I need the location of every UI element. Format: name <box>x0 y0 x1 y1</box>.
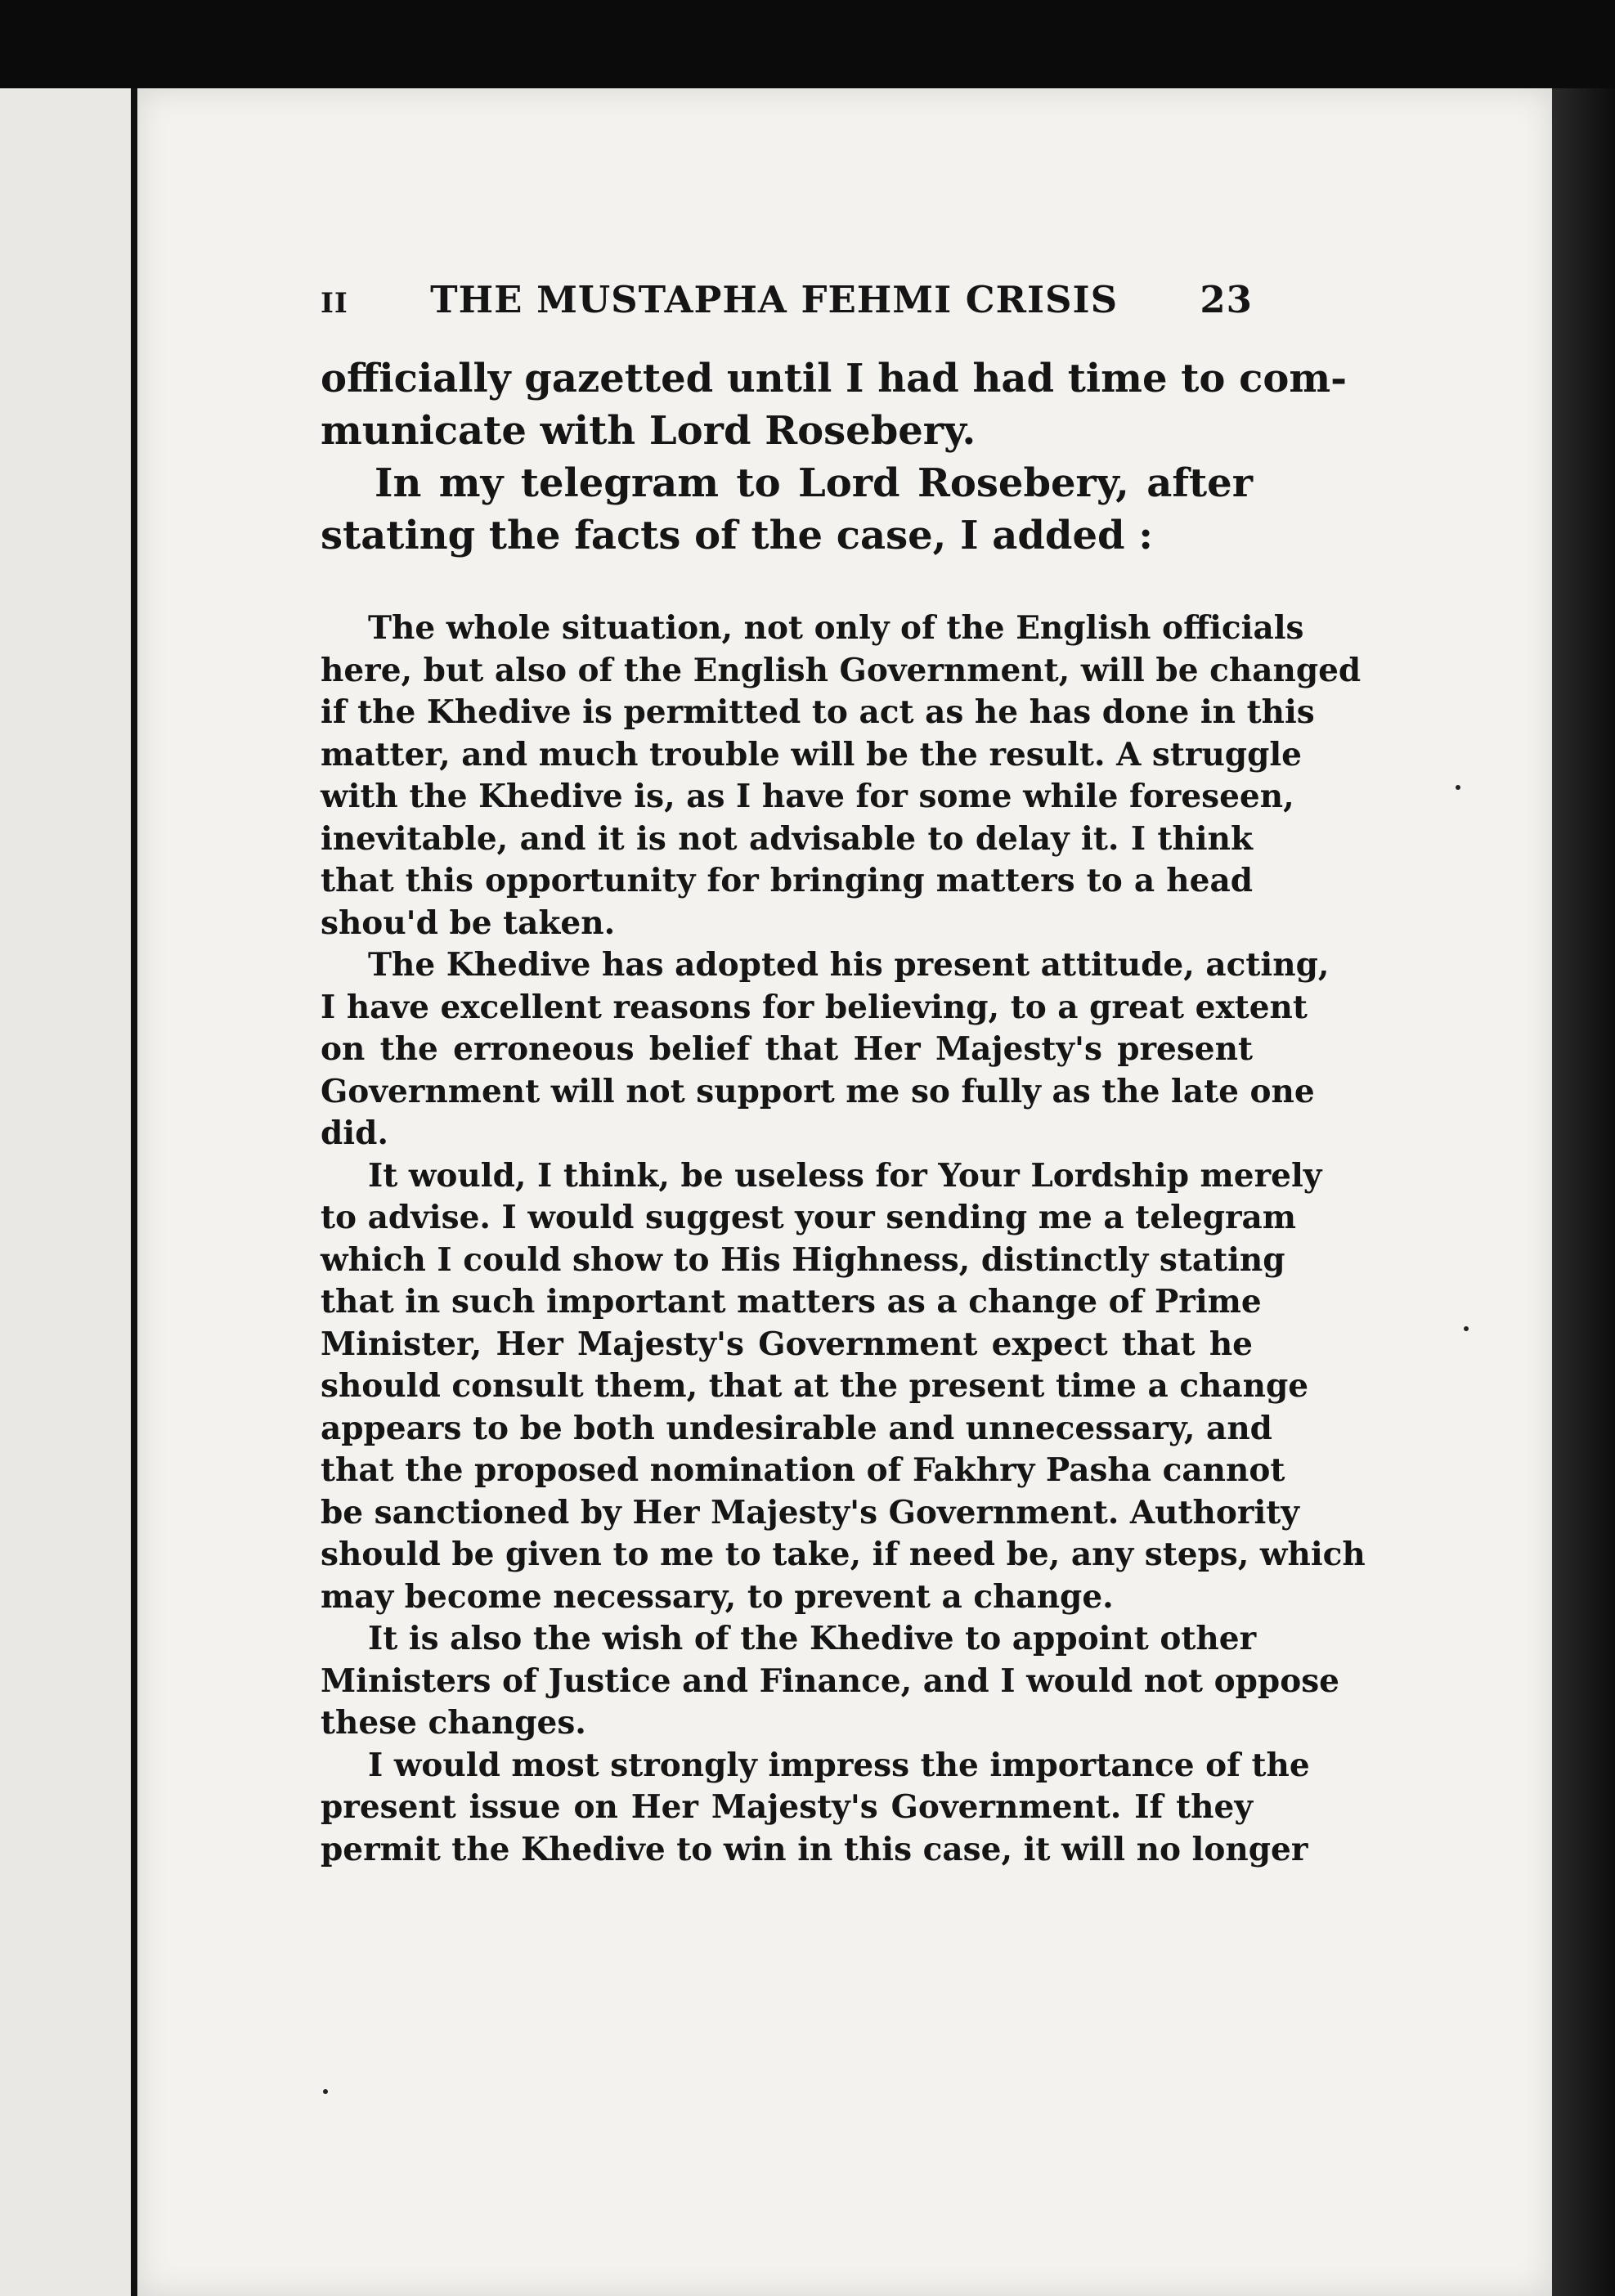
quote-line: It is also the wish of the Khedive to appoint other <box>368 1620 1257 1657</box>
quote-line: on the erroneous belief that Her Majesty's present <box>321 1030 1253 1068</box>
body-line: stating the facts of the case, I added : <box>321 513 1154 558</box>
body-line: In my telegram to Lord Rosebery, after <box>375 460 1253 506</box>
quote-line: if the Khedive is permitted to act as he has done in this <box>321 693 1315 731</box>
quote-line: I would most strongly impress the importance of the <box>368 1746 1310 1784</box>
quote-line: with the Khedive is, as I have for some while foreseen, <box>321 778 1294 815</box>
scan-speck <box>1456 785 1460 790</box>
running-title: THE MUSTAPHA FEHMI CRISIS <box>430 278 1119 321</box>
quote-line: that this opportunity for bringing matters to a head <box>321 862 1253 899</box>
page-number: 23 <box>1200 278 1253 321</box>
quote-line: should consult them, that at the present time a change <box>321 1367 1309 1405</box>
quote-line: The Khedive has adopted his present attitude, acting, <box>368 946 1330 984</box>
quote-line: matter, and much trouble will be the result. A struggle <box>321 735 1302 774</box>
quote-line: did. <box>321 1114 388 1152</box>
quoted-telegram <box>321 608 1366 1871</box>
quote-line: these changes. <box>321 1704 586 1742</box>
running-head <box>321 278 1253 321</box>
quote-line: that in such important matters as a change of Prime <box>321 1283 1262 1321</box>
quote-line: which I could show to His Highness, distinctly stating <box>321 1240 1285 1279</box>
quote-line: should be given to me to take, if need be, any steps, which <box>321 1536 1366 1573</box>
body-line: officially gazetted until I had had time to com- <box>321 356 1348 401</box>
body-line: municate with Lord Rosebery. <box>321 408 976 454</box>
quote-line: Minister, Her Majesty's Government expect that he <box>321 1325 1253 1363</box>
page-text <box>321 278 1366 1871</box>
quote-line: may become necessary, to prevent a change. <box>321 1577 1114 1616</box>
quote-line: shou'd be taken. <box>321 904 616 942</box>
quote-line: Ministers of Justice and Finance, and I would not oppose <box>321 1661 1339 1700</box>
chapter-number: II <box>321 287 348 320</box>
quote-line: that the proposed nomination of Fakhry Pasha cannot <box>321 1451 1285 1489</box>
quote-line: present issue on Her Majesty's Government. If they <box>321 1788 1253 1826</box>
quote-line: permit the Khedive to win in this case, it will no longer <box>321 1830 1308 1868</box>
quote-line: appears to be both undesirable and unnecessary, and <box>321 1409 1272 1447</box>
scan-speck <box>323 2089 328 2094</box>
quote-line: The whole situation, not only of the English officials <box>368 609 1304 647</box>
quote-line: be sanctioned by Her Majesty's Government. Authority <box>321 1493 1299 1531</box>
quote-line: It would, I think, be useless for Your Lordship merely <box>368 1156 1322 1195</box>
quote-line: here, but also of the English Government, will be changed <box>321 651 1362 689</box>
left-page-margin <box>0 88 137 2296</box>
quote-line: to advise. I would suggest your sending me a telegram <box>321 1199 1297 1236</box>
page-right-edge-shadow <box>1552 88 1615 2296</box>
scan-speck <box>1464 1326 1469 1331</box>
quote-line: inevitable, and it is not advisable to delay it. I think <box>321 819 1253 858</box>
quote-line: Government will not support me so fully as the late one <box>321 1072 1315 1110</box>
quote-line: I have excellent reasons for believing, to a great extent <box>321 988 1308 1026</box>
